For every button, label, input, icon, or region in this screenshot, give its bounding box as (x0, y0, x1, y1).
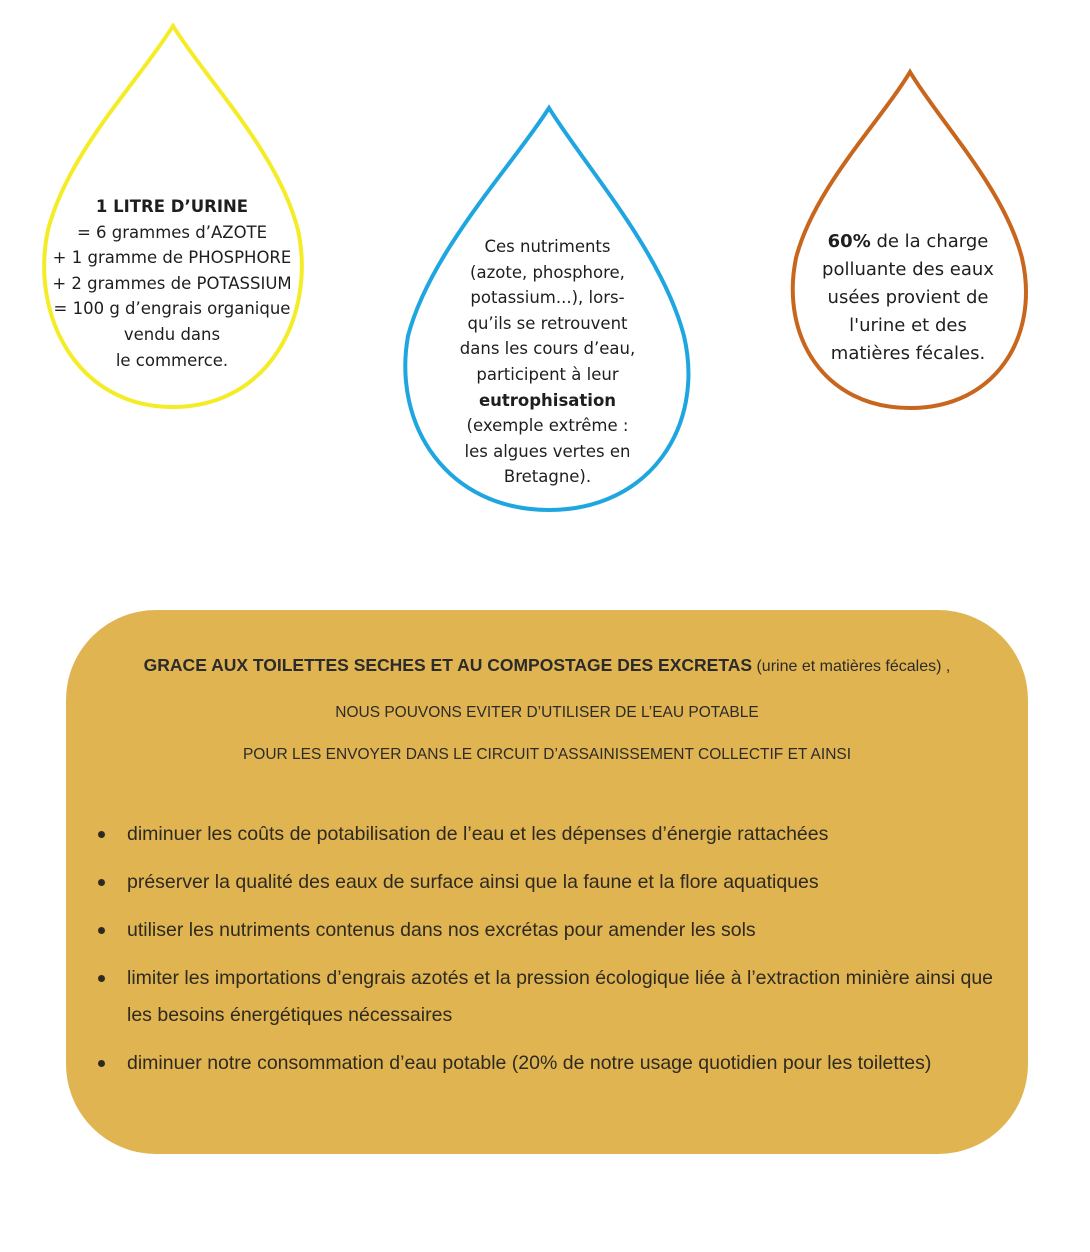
info-heading-note: (urine et matières fécales) , (752, 658, 951, 675)
pollution-drop-text (786, 228, 1030, 368)
pollution-line: polluante des eaux (822, 259, 994, 280)
benefit-item (94, 1045, 1014, 1082)
urine-drop-text (40, 194, 304, 373)
urine-line: = 100 g d’engrais organique (53, 299, 291, 319)
pollution-line: matières fécales. (830, 343, 986, 364)
urine-drop (40, 22, 310, 414)
info-heading (66, 655, 1028, 676)
info-heading-bold: GRACE AUX TOILETTES SECHES ET AU COMPOSTAGE DES EXCRETAS (143, 655, 753, 675)
benefit-text: diminuer les coûts de potabilisation de l’eau et les dépenses d’énergie rattachées (127, 823, 829, 845)
pollution-first-line-rest: de la charge (870, 231, 989, 252)
bullet-icon (98, 1060, 105, 1067)
bullet-icon (98, 879, 105, 886)
pollution-line: l'urine et des (849, 315, 967, 336)
nutrients-drop (400, 104, 695, 516)
benefit-item (94, 864, 1014, 901)
urine-line: + 1 gramme de PHOSPHORE (52, 248, 292, 268)
pollution-percentage: 60% (827, 231, 871, 252)
bullet-icon (98, 831, 105, 838)
pollution-line: usées provient de (827, 287, 989, 308)
pollution-drop (786, 68, 1034, 413)
benefit-text: utiliser les nutriments contenus dans nos excrétas pour amender les sols (127, 919, 756, 941)
benefit-item (94, 960, 1014, 1034)
nutrients-line: (exemple extrême : (466, 416, 629, 436)
pollution-first-line (786, 228, 1030, 256)
urine-line: = 6 grammes d’AZOTE (76, 222, 268, 242)
urine-line: le commerce. (115, 350, 229, 370)
benefit-item (94, 816, 1014, 853)
info-subheading: NOUS POUVONS EVITER D’UTILISER DE L’EAU POTABLE (335, 704, 759, 721)
eutrophisation-keyword: eutrophisation (478, 390, 617, 410)
dry-toilets-info-box (66, 610, 1028, 1154)
benefits-list (94, 816, 1014, 1093)
nutrients-line: les algues vertes en (464, 441, 631, 461)
nutrients-line: potassium...), lors- (470, 288, 625, 308)
benefit-text: préserver la qualité des eaux de surface ainsi que la faune et la flore aquatiques (127, 871, 819, 893)
nutrients-line: Bretagne). (503, 467, 592, 487)
info-subheading: POUR LES ENVOYER DANS LE CIRCUIT D’ASSAINISSEMENT COLLECTIF ET AINSI (242, 746, 852, 763)
bullet-icon (98, 975, 105, 982)
nutrients-line: dans les cours d’eau, (459, 339, 636, 359)
urine-drop-title: 1 LITRE D’URINE (95, 197, 249, 216)
nutrients-line: Ces nutriments (484, 237, 611, 256)
nutrients-line: (azote, phosphore, (470, 262, 625, 282)
nutrients-drop-text (400, 234, 695, 490)
benefit-text: limiter les importations d’engrais azotés et la pression écologique liée à l’extraction minière ainsi que les besoins énergétiques nécessaires (127, 967, 994, 1026)
benefit-item (94, 912, 1014, 949)
bullet-icon (98, 927, 105, 934)
nutrients-line: qu’ils se retrouvent (467, 313, 628, 333)
urine-line: + 2 grammes de POTASSIUM (52, 273, 292, 293)
urine-line: vendu dans (123, 324, 221, 344)
benefit-text: diminuer notre consommation d’eau potable (20% de notre usage quotidien pour les toilettes) (127, 1052, 932, 1074)
nutrients-line: participent à leur (476, 364, 619, 384)
